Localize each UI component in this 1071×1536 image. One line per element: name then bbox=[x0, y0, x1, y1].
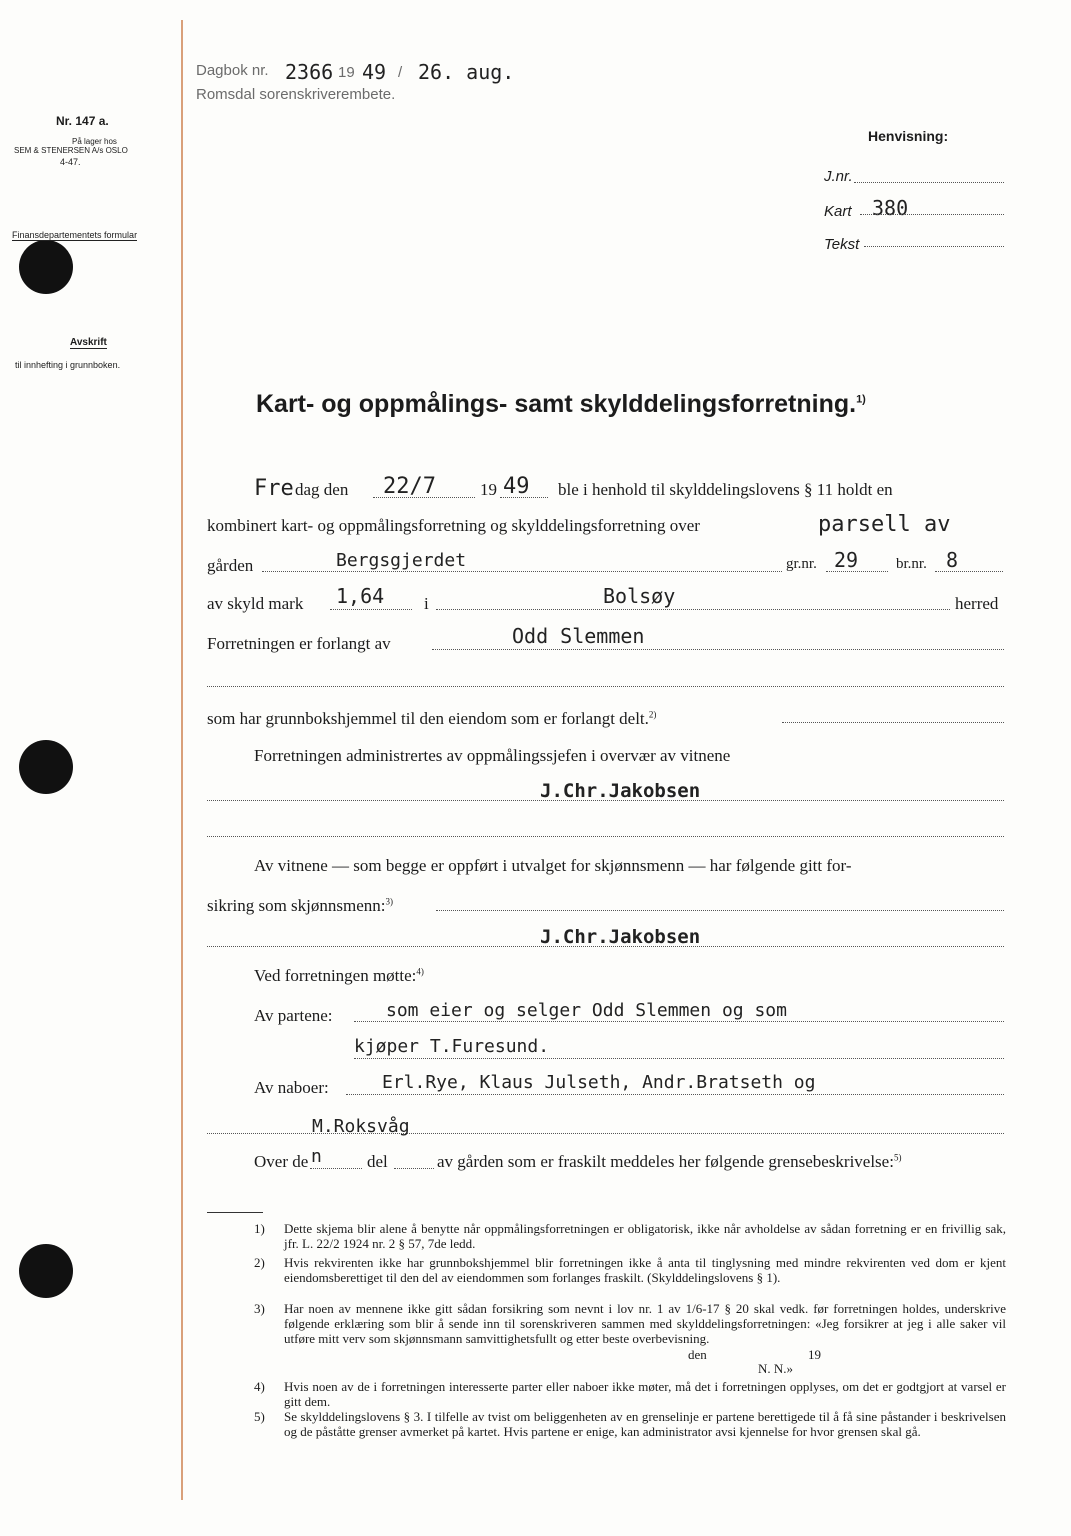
line1-text: ble i henhold til skylddelingslovens § 11 holdt en bbox=[558, 480, 893, 499]
grnr-label: gr.nr. bbox=[786, 556, 817, 572]
footnote-year: 19 bbox=[808, 1347, 821, 1362]
over-label: Over de bbox=[254, 1152, 309, 1171]
skyld-line bbox=[330, 609, 412, 610]
naboer-label: Av naboer: bbox=[254, 1078, 329, 1097]
brnr-label: br.nr. bbox=[896, 556, 927, 572]
kart-label: Kart bbox=[824, 203, 852, 220]
footnote-text: Dette skjema blir alene å benytte når oppmålingsforretningen er obligatorisk, ikke når avholdelse av sådan forretning er en frivillig sak, jfr. L. 22/2 1924 nr. 2 § 57, 7de ledd. bbox=[284, 1221, 1006, 1251]
partene-value-2: kjøper T.Furesund. bbox=[354, 1036, 550, 1057]
tekst-label: Tekst bbox=[824, 236, 860, 253]
kart-value: 380 bbox=[872, 196, 909, 220]
avskrift-note: til innhefting i grunnboken. bbox=[15, 360, 121, 370]
herred-line bbox=[436, 609, 950, 610]
year-value: 49 bbox=[503, 474, 530, 499]
footnote-mark: 5) bbox=[254, 1409, 265, 1424]
hjemmel-line bbox=[782, 722, 1004, 723]
stamp-year-prefix: 19 bbox=[338, 64, 355, 81]
dagbok-number: 2366 bbox=[285, 60, 334, 84]
forsikring-text: Av vitnene — som begge er oppført i utvalget for skjønnsmenn — har følgende gitt for- bbox=[254, 856, 852, 875]
office-name: Romsdal sorenskriverembete. bbox=[196, 86, 396, 103]
forlangt-label: Forretningen er forlangt av bbox=[207, 634, 391, 653]
forlangt-value: Odd Slemmen bbox=[512, 624, 645, 648]
del-label: del bbox=[367, 1152, 388, 1171]
vitne-line bbox=[207, 800, 1004, 801]
partene-label: Av partene: bbox=[254, 1006, 333, 1025]
footnote-text: Hvis noen av de i forretningen interesserte parter eller naboer ikke møter, må det i forretningen opplyses, om det er godtgjort at varsel er gitt dem. bbox=[284, 1379, 1006, 1409]
publisher-line: På lager hos bbox=[72, 137, 117, 146]
forsikring-text-2: sikring som skjønnsmenn:$^{3)}$ bbox=[207, 896, 394, 915]
del-line bbox=[394, 1168, 434, 1169]
skjonn-value: J.Chr.Jakobsen bbox=[540, 926, 701, 948]
stamp-year: 49 bbox=[362, 60, 387, 84]
partene-line bbox=[354, 1021, 1004, 1022]
stamp-date: 26. aug. bbox=[418, 60, 515, 84]
year-line bbox=[500, 497, 548, 498]
year-prefix: 19 bbox=[480, 480, 497, 499]
over-typed: n bbox=[311, 1146, 322, 1167]
day-typed: Fre bbox=[254, 476, 294, 501]
jnr-label: J.nr. bbox=[824, 168, 853, 185]
brnr-line bbox=[935, 571, 1003, 572]
tekst-line bbox=[864, 246, 1004, 247]
herred-value: Bolsøy bbox=[603, 584, 676, 608]
vitne-line-2 bbox=[207, 836, 1004, 837]
partene-line-2 bbox=[354, 1058, 1004, 1059]
footnote-mark: 4) bbox=[254, 1379, 265, 1394]
grense-text: av gården som er fraskilt meddeles her følgende grensebeskrivelse:$^{5)}$ bbox=[437, 1152, 902, 1171]
punch-hole bbox=[19, 740, 73, 794]
i-label: i bbox=[424, 594, 429, 613]
motte-text: Ved forretningen møtte:$^{4)}$ bbox=[254, 966, 424, 985]
footnote-nn: N. N.» bbox=[758, 1361, 794, 1376]
forlangt-line bbox=[432, 649, 1004, 650]
grnr-line bbox=[826, 571, 888, 572]
line2-value: parsell av bbox=[818, 512, 951, 537]
vitne-value: J.Chr.Jakobsen bbox=[540, 780, 701, 802]
footnote-divider bbox=[207, 1212, 263, 1213]
line2-text: kombinert kart- og oppmålingsforretning og skylddelingsforretning over bbox=[207, 516, 700, 535]
footnote-text: Se skylddelingslovens § 3. I tilfelle av tvist om beliggenheten av en grenselinje er partene berettigede til å få sine påstander i beskrivelsen og de påståtte grenser avmerket på kartet. Hvis partene er enige, kan administrator avsi kjennelse for hvor grensen skal gå. bbox=[284, 1409, 1006, 1439]
punch-hole bbox=[19, 240, 73, 294]
footnote-mark: 3) bbox=[254, 1301, 265, 1316]
grnr-value: 29 bbox=[834, 548, 859, 572]
date-code: 4-47. bbox=[60, 157, 81, 167]
page-title: Kart- og oppmålings- samt skylddelingsforretning.$^{1)}$ bbox=[256, 390, 866, 418]
footnote-mark: 1) bbox=[254, 1221, 265, 1236]
margin-rule bbox=[181, 20, 183, 1500]
skjonn-line bbox=[207, 946, 1004, 947]
partene-value: som eier og selger Odd Slemmen og som bbox=[386, 1000, 787, 1021]
footnote-text: Hvis rekvirenten ikke har grunnbokshjemmel blir forretningen ikke å anta til tinglysning med mindre rekvirenten ved dom er kjent eiendomsberettiget til den del av eiendommen som forlanges fraskilt. (Skylddelingslovens § 1). bbox=[284, 1255, 1006, 1285]
naboer-value: Erl.Rye, Klaus Julseth, Andr.Bratseth og bbox=[382, 1072, 816, 1093]
dagbok-label: Dagbok nr. bbox=[196, 62, 269, 79]
kart-line bbox=[860, 214, 1004, 215]
punch-hole bbox=[19, 1244, 73, 1298]
avskrift-label: Avskrift bbox=[70, 337, 107, 348]
forsikring-line bbox=[436, 910, 1004, 911]
naboer-line bbox=[346, 1094, 1004, 1095]
jnr-line bbox=[854, 182, 1004, 183]
skyld-value: 1,64 bbox=[336, 584, 385, 608]
admin-text: Forretningen administrertes av oppmålingssjefen i overvær av vitnene bbox=[254, 746, 731, 765]
naboer-value-2: M.Roksvåg bbox=[312, 1116, 410, 1137]
skyld-label: av skyld mark bbox=[207, 594, 304, 613]
henvisning-title: Henvisning: bbox=[868, 128, 949, 144]
date-value: 22/7 bbox=[383, 474, 436, 499]
form-number: Nr. 147 a. bbox=[56, 114, 109, 128]
naboer-line-2 bbox=[207, 1133, 1004, 1134]
department-label: Finansdepartementets formular bbox=[12, 230, 138, 240]
stamp-separator: / bbox=[398, 64, 403, 81]
brnr-value: 8 bbox=[946, 548, 959, 572]
garden-label: gården bbox=[207, 556, 254, 575]
publisher-name: SEM & STENERSEN A/s OSLO bbox=[14, 146, 128, 155]
footnote-text: Har noen av mennene ikke gitt sådan forsikring som nevnt i lov nr. 1 av 1/6-17 § 20 skal vedk. før forretningen holdes, underskrive følgende erklæring som blir å sende inn til sorenskriveren sammen med skylddelingsforretningen: «Jeg forsikrer at jeg i alle saker vil utføre mitt verv som skjønnsmann samvittighetsfullt og etter beste overbevisning. bbox=[284, 1301, 1006, 1346]
over-line bbox=[310, 1168, 362, 1169]
herred-label: herred bbox=[955, 594, 999, 613]
garden-line bbox=[262, 571, 782, 572]
garden-value: Bergsgjerdet bbox=[336, 550, 467, 571]
blank-line bbox=[207, 686, 1004, 687]
hjemmel-text: som har grunnbokshjemmel til den eiendom som er forlangt delt.$^{2)}$ bbox=[207, 709, 657, 728]
footnote-den: den bbox=[688, 1347, 707, 1362]
day-suffix: dag den bbox=[295, 480, 349, 499]
footnote-mark: 2) bbox=[254, 1255, 265, 1270]
